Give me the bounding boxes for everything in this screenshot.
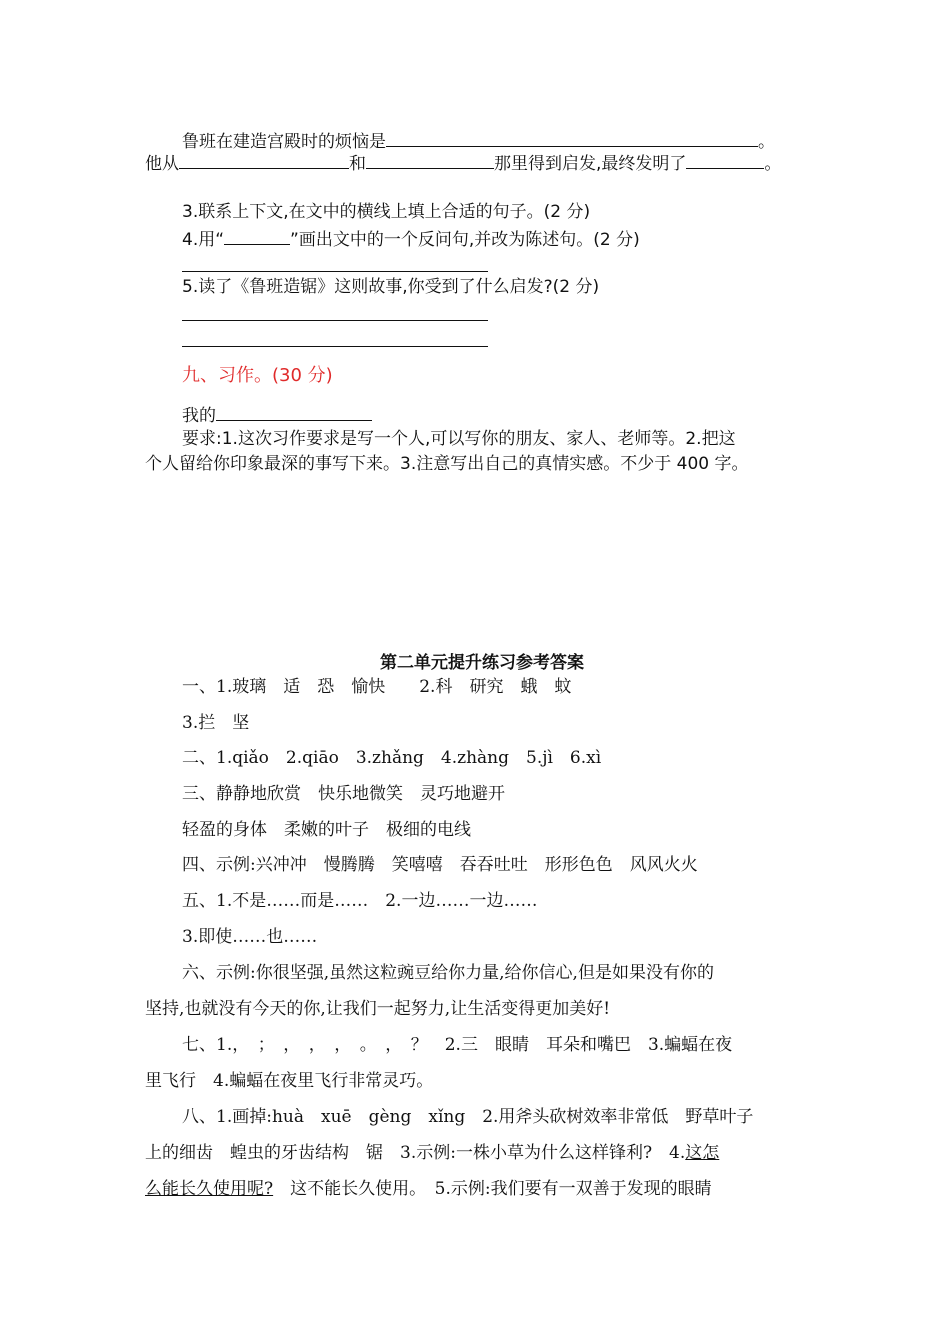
composition-requirements-line1: 要求:1.这次习作要求是写一个人,可以写你的朋友、家人、老师等。2.把这 bbox=[182, 429, 736, 449]
answer-line-8: 3.即使……也…… bbox=[182, 927, 318, 947]
answer-line-4: 三、静静地欣赏 快乐地微笑 灵巧地避开 bbox=[182, 784, 505, 804]
answer-line-3: 二、1.qiǎo 2.qiāo 3.zhǎng 4.zhàng 5.jì 6.xì bbox=[182, 748, 602, 768]
q4-line bbox=[182, 226, 640, 252]
q4-prefix: 4.用“ bbox=[182, 230, 225, 250]
q2-line2-and: 和 bbox=[349, 154, 366, 174]
q3-text: 3.联系上下文,在文中的横线上填上合适的句子。(2 分) bbox=[182, 202, 591, 222]
q4-suffix: ”画出文中的一个反问句,并改为陈述句。(2 分) bbox=[290, 230, 640, 250]
answer-line-7: 五、1.不是……而是…… 2.一边……一边…… bbox=[182, 891, 538, 911]
answer-line[interactable] bbox=[182, 320, 488, 321]
answer-line-14 bbox=[145, 1141, 719, 1165]
q2-line1-text: 鲁班在建造宫殿时的烦恼是 bbox=[182, 132, 386, 152]
answer-line-1: 一、1.玻璃 适 恐 愉快 2.科 研究 蛾 蚊 bbox=[182, 677, 572, 697]
answer-line-2: 3.拦 坚 bbox=[182, 713, 250, 733]
answer-line-15-text: 这不能长久使用。 5.示例:我们要有一双善于发现的眼睛 bbox=[273, 1179, 712, 1199]
q2-line2 bbox=[145, 150, 781, 176]
composition-title-prefix: 我的 bbox=[182, 406, 216, 426]
composition-title-line bbox=[182, 402, 372, 428]
answer-blank[interactable] bbox=[366, 150, 494, 169]
underlined-rhetorical-question: 这怎 bbox=[685, 1143, 720, 1163]
answer-line-12: 里飞行 4.蝙蝠在夜里飞行非常灵巧。 bbox=[145, 1071, 434, 1091]
composition-requirements-line2: 个人留给你印象最深的事写下来。3.注意写出自己的真情实感。不少于 400 字。 bbox=[145, 454, 749, 474]
answer-line-15 bbox=[145, 1177, 712, 1201]
answer-line-9: 六、示例:你很坚强,虽然这粒豌豆给你力量,给你信心,但是如果没有你的 bbox=[182, 963, 714, 983]
answer-line[interactable] bbox=[182, 271, 488, 272]
answer-key-title: 第二单元提升练习参考答案 bbox=[380, 653, 584, 673]
answer-blank[interactable] bbox=[686, 150, 764, 169]
title-blank[interactable] bbox=[216, 402, 372, 421]
answer-line-14-text: 上的细齿 蝗虫的牙齿结构 锯 3.示例:一株小草为什么这样锋利? 4. bbox=[145, 1143, 686, 1163]
answer-line-13: 八、1.画掉:huà xuē gèng xǐng 2.用斧头砍树效率非常低 野草叶子 bbox=[182, 1107, 754, 1127]
answer-line-6: 四、示例:兴冲冲 慢腾腾 笑嘻嘻 吞吞吐吐 形形色色 风风火火 bbox=[182, 855, 698, 875]
composition-heading: 九、习作。(30 分) bbox=[182, 365, 333, 386]
answer-line-10: 坚持,也就没有今天的你,让我们一起努力,让生活变得更加美好! bbox=[145, 999, 611, 1019]
period: 。 bbox=[758, 132, 775, 152]
answer-line-5: 轻盈的身体 柔嫩的叶子 极细的电线 bbox=[182, 820, 471, 840]
answer-blank[interactable] bbox=[179, 150, 349, 169]
period: 。 bbox=[764, 154, 782, 174]
underlined-rhetorical-question: 么能长久使用呢? bbox=[145, 1179, 274, 1199]
answer-line[interactable] bbox=[182, 346, 488, 347]
q2-line2-middle: 那里得到启发,最终发明了 bbox=[494, 154, 687, 174]
answer-line-11: 七、1.， ； ， ， ， 。 ， ？ 2.三 眼睛 耳朵和嘴巴 3.蝙蝠在夜 bbox=[182, 1035, 733, 1055]
q5-text: 5.读了《鲁班造锯》这则故事,你受到了什么启发?(2 分) bbox=[182, 277, 600, 297]
answer-blank[interactable] bbox=[224, 226, 290, 245]
q2-line2-prefix: 他从 bbox=[145, 154, 179, 174]
answer-blank[interactable] bbox=[386, 128, 758, 147]
